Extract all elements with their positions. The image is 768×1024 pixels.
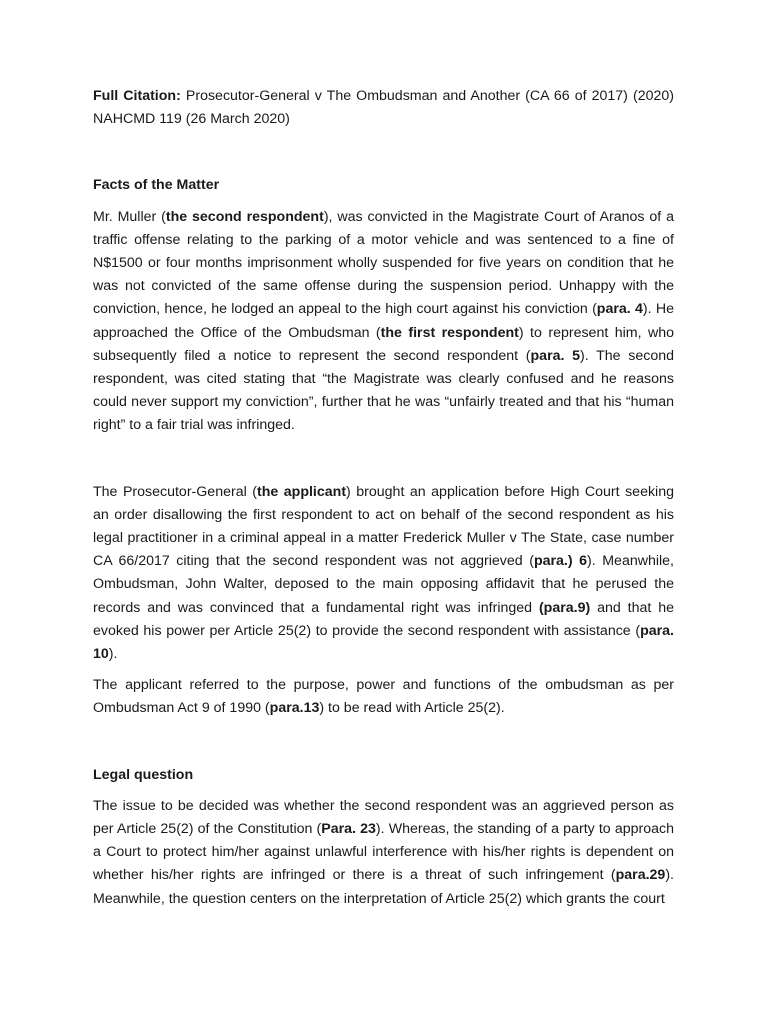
citation-label: Full Citation: [93,88,181,104]
facts-heading: Facts of the Matter [93,177,220,194]
facts-paragraph-2: The Prosecutor-General (the applicant) brought an application before High Court seeking an order disallowing the first respondent to act on behalf of the second respondent as his legal practitioner in a criminal appeal in a matter Frederick Muller v The State, case number CA 66/2017 citing that the second respondent was not aggrieved (para.) 6). Meanwhile, Ombudsman, John Walter, deposed to the main opposing affidavit that he perused the records and was convinced that a fundamental right was infringed (para.9) and that he evoked his power per Article 25(2) to provide the second respondent with assistance (para. 10). [93,483,674,663]
full-citation [93,85,674,131]
citation-text: Prosecutor-General v The Ombudsman and Another (CA 66 of 2017) (2020) NAHCMD 119 (26 March 2020) [93,88,674,128]
legal-question-paragraph: The issue to be decided was whether the second respondent was an aggrieved person as per Article 25(2) of the Constitution (Para. 23). Whereas, the standing of a party to approach a Court to protect him/her against unlawful interference with his/her rights is dependent on whether his/her rights are infringed or there is a threat of such infringement (para.29). Meanwhile, the question centers on the interpretation of Article 25(2) which grants the court [93,797,674,907]
legal-question-heading: Legal question [93,766,194,783]
facts-paragraph-3: The applicant referred to the purpose, power and functions of the ombudsman as per Ombudsman Act 9 of 1990 (para.13) to be read with Article 25(2). [93,677,674,717]
facts-paragraph-1: Mr. Muller (the second respondent), was convicted in the Magistrate Court of Aranos of a traffic offense relating to the parking of a motor vehicle and was sentenced to a fine of N$1500 or four months imprisonment wholly suspended for five years on condition that he was not convicted of the same offense during the suspension period. Unhappy with the conviction, hence, he lodged an appeal to the high court against his conviction (para. 4). He approached the Office of the Ombudsman (the first respondent) to represent him, who subsequently filed a notice to represent the second respondent (para. 5). The second respondent, was cited stating that “the Magistrate was clearly confused and he reasons could never support my conviction”, further that he was “unfairly treated and that his “human right” to a fair trial was infringed. [93,208,675,434]
